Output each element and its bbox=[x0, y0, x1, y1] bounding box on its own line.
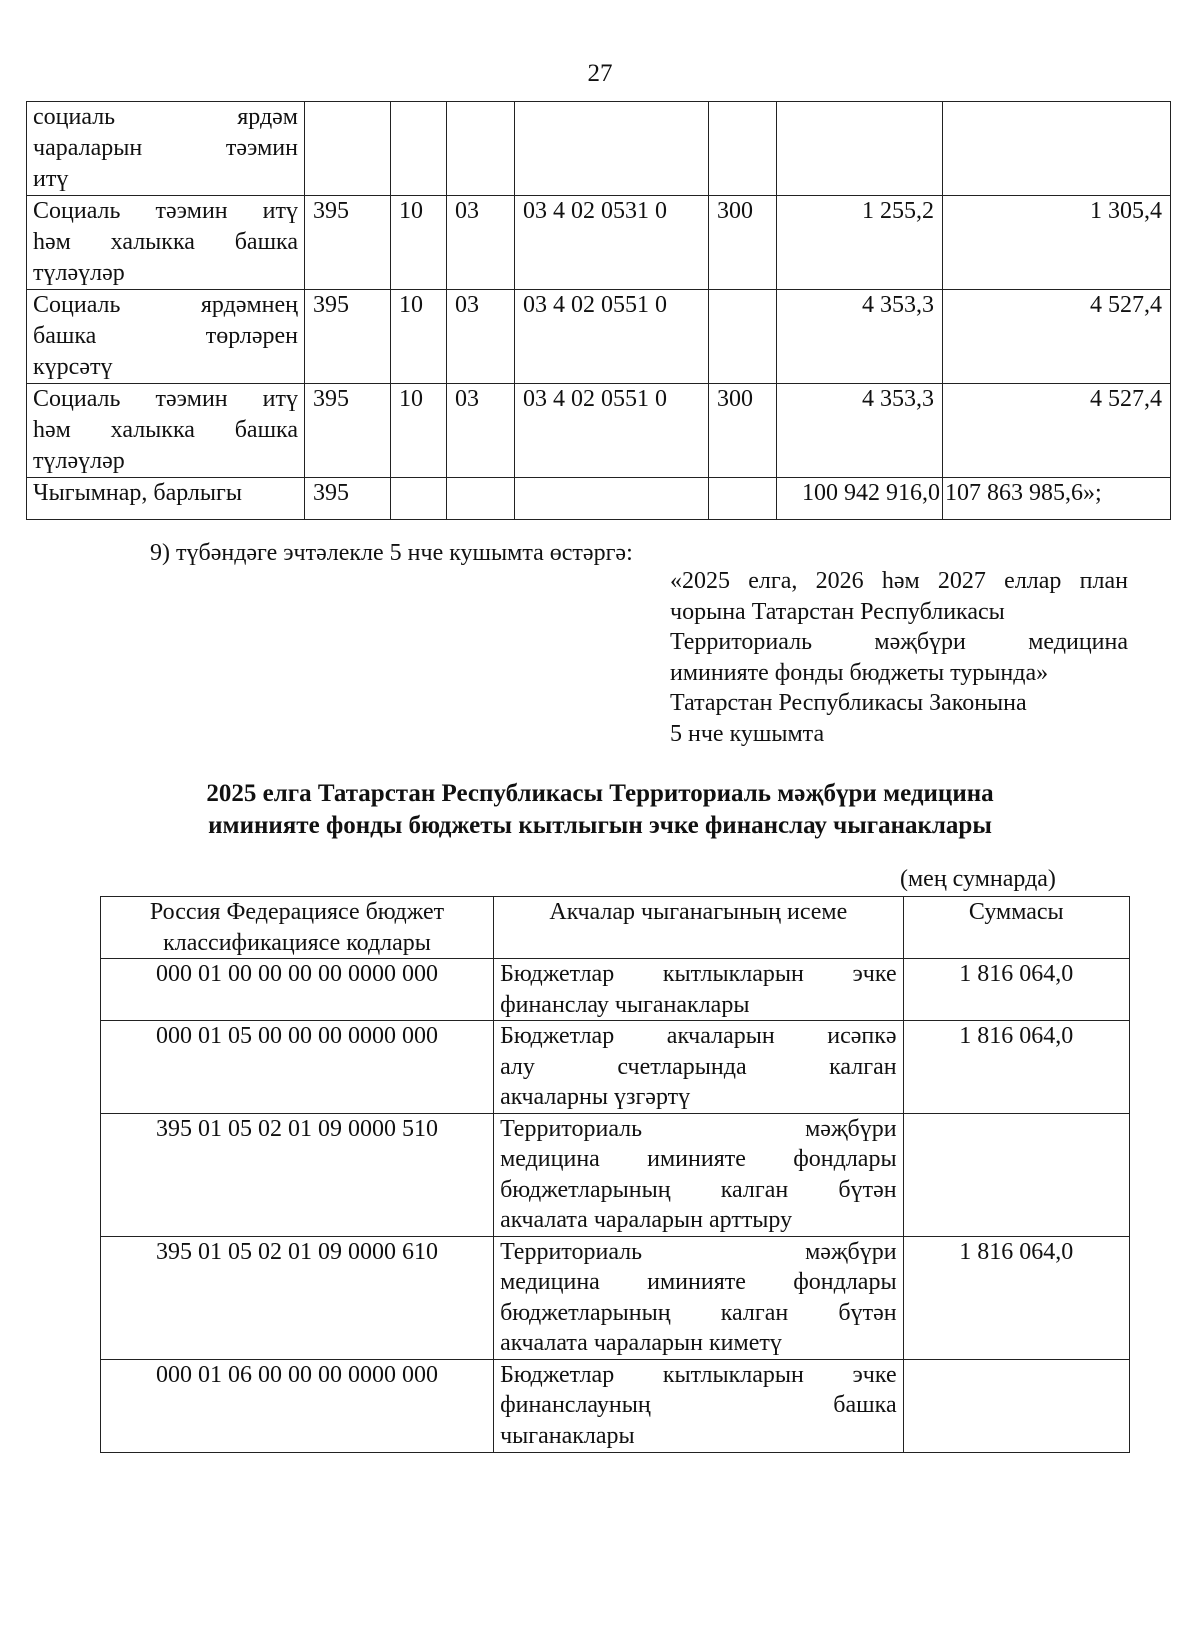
table-row bbox=[27, 384, 1171, 478]
table-row bbox=[101, 1021, 1130, 1114]
appendix-line: чорына Татарстан Республикасы bbox=[670, 598, 1005, 625]
cell-amount-2027: 4 527,4 bbox=[943, 384, 1171, 478]
cell-code: 000 01 00 00 00 00 0000 000 bbox=[101, 959, 494, 1021]
cell-amount-2027 bbox=[943, 102, 1171, 196]
cell-target-code: 03 4 02 0551 0 bbox=[515, 290, 709, 384]
cell-amount-2026: 1 255,2 bbox=[777, 196, 943, 290]
table-row bbox=[101, 1236, 1130, 1359]
cell-ministry-code: 395 bbox=[305, 290, 391, 384]
cell-expense-type: 300 bbox=[709, 196, 777, 290]
cell-amount-2026: 4 353,3 bbox=[777, 290, 943, 384]
cell-sum: 1 816 064,0 bbox=[903, 1021, 1129, 1114]
cell-ministry-code bbox=[305, 102, 391, 196]
cell-code: 000 01 06 00 00 00 0000 000 bbox=[101, 1359, 494, 1452]
cell-section bbox=[391, 102, 447, 196]
cell-section: 10 bbox=[391, 384, 447, 478]
title-line: иминияте фонды бюджеты кытлыгын эчке финанслау чыганаклары bbox=[208, 812, 992, 839]
cell-subsection bbox=[447, 102, 515, 196]
cell-section: 10 bbox=[391, 290, 447, 384]
header-code: Россия Федерациясе бюджет классификациясе кодлары bbox=[101, 897, 494, 959]
cell-sum bbox=[903, 1359, 1129, 1452]
cell-name: Бюджетлар акчаларын исәпкә алу счетларында калган акчаларны үзгәртү bbox=[494, 1021, 904, 1114]
table-row bbox=[27, 196, 1171, 290]
cell-amount-2027: 1 305,4 bbox=[943, 196, 1171, 290]
cell-amount-2026 bbox=[777, 102, 943, 196]
amendment-text: 9) түбәндәге эчтәлекле 5 нче кушымта өстәргә: bbox=[150, 540, 633, 566]
cell-ministry-code: 395 bbox=[305, 196, 391, 290]
title-line: 2025 елга Татарстан Республикасы Территориаль мәҗбүри медицина bbox=[206, 780, 994, 807]
appendix-line: Территориаль мәҗбүри медицина bbox=[670, 629, 1128, 655]
cell-expense-type bbox=[709, 290, 777, 384]
cell-subsection: 03 bbox=[447, 196, 515, 290]
cell-target-code: 03 4 02 0551 0 bbox=[515, 384, 709, 478]
page-number: 27 bbox=[587, 60, 613, 87]
cell-amount-2027: 4 527,4 bbox=[943, 290, 1171, 384]
table-row bbox=[101, 959, 1130, 1021]
cell-subsection: 03 bbox=[447, 384, 515, 478]
cell-section: 10 bbox=[391, 196, 447, 290]
table-row bbox=[27, 102, 1171, 196]
appendix-line: «2025 елга, 2026 һәм 2027 еллар план bbox=[670, 568, 1128, 594]
row-description: Социаль тәэмин итү һәм халыкка башка түләүләр bbox=[27, 384, 305, 478]
row-description: Социаль тәэмин итү һәм халыкка башка түләүләр bbox=[27, 196, 305, 290]
total-ministry-code: 395 bbox=[305, 478, 391, 520]
cell-name: Территориаль мәҗбүри медицина иминияте фондлары бюджетларының калган бүтән акчалата чараларын киметү bbox=[494, 1236, 904, 1359]
cell-subsection: 03 bbox=[447, 290, 515, 384]
expenditure-table bbox=[26, 101, 1171, 520]
cell-ministry-code: 395 bbox=[305, 384, 391, 478]
header-row bbox=[101, 897, 1130, 959]
cell-name: Территориаль мәҗбүри медицина иминияте фондлары бюджетларының калган бүтән акчалата чараларын арттыру bbox=[494, 1113, 904, 1236]
cell-target-code bbox=[515, 102, 709, 196]
row-description: социаль ярдәм чараларын тәэмин итү bbox=[27, 102, 305, 196]
cell-expense-type: 300 bbox=[709, 384, 777, 478]
appendix-line: 5 нче кушымта bbox=[670, 720, 825, 747]
header-sum: Суммасы bbox=[903, 897, 1129, 959]
appendix-line: Татарстан Республикасы Законына bbox=[670, 690, 1027, 716]
total-amount-2027: 107 863 985,6»; bbox=[943, 478, 1171, 520]
table-row bbox=[27, 290, 1171, 384]
row-description: Социаль ярдәмнең башка төрләрен күрсәтү bbox=[27, 290, 305, 384]
table-row bbox=[101, 1359, 1130, 1452]
header-name: Акчалар чыганагының исеме bbox=[494, 897, 904, 959]
cell-name: Бюджетлар кытлыкларын эчке финанслау чыганаклары bbox=[494, 959, 904, 1021]
cell-amount-2026: 4 353,3 bbox=[777, 384, 943, 478]
financing-sources-table bbox=[100, 896, 1130, 1453]
cell-sum: 1 816 064,0 bbox=[903, 1236, 1129, 1359]
cell-code: 000 01 05 00 00 00 0000 000 bbox=[101, 1021, 494, 1114]
cell-code: 395 01 05 02 01 09 0000 510 bbox=[101, 1113, 494, 1236]
cell-target-code: 03 4 02 0531 0 bbox=[515, 196, 709, 290]
table-row bbox=[101, 1113, 1130, 1236]
document-title bbox=[60, 778, 1140, 842]
units-note: (мең сумнарда) bbox=[900, 866, 1056, 892]
cell-name: Бюджетлар кытлыкларын эчке финанслауның башка чыганаклары bbox=[494, 1359, 904, 1452]
appendix-heading bbox=[670, 566, 1128, 749]
cell-sum bbox=[903, 1113, 1129, 1236]
cell-code: 395 01 05 02 01 09 0000 610 bbox=[101, 1236, 494, 1359]
appendix-line: иминияте фонды бюджеты турында» bbox=[670, 659, 1049, 686]
cell-expense-type bbox=[709, 102, 777, 196]
total-row bbox=[27, 478, 1171, 520]
total-label: Чыгымнар, барлыгы bbox=[27, 478, 305, 520]
cell-sum: 1 816 064,0 bbox=[903, 959, 1129, 1021]
total-amount-2026: 100 942 916,0 bbox=[777, 478, 943, 520]
